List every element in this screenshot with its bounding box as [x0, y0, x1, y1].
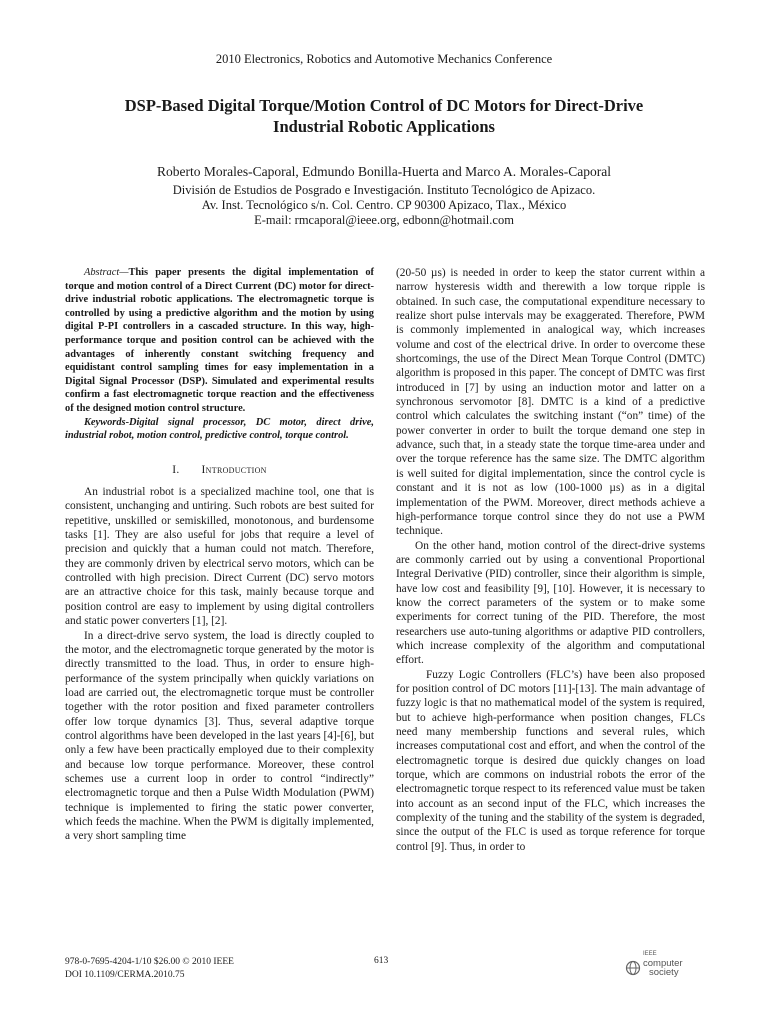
affiliation-email: E-mail: rmcaporal@ieee.org, edbonn@hotmail.com [254, 213, 514, 227]
logo-line-2: computer [643, 958, 683, 969]
affiliation-line-2: Av. Inst. Tecnológico s/n. Col. Centro. CP 90300 Apizaco, Tlax., México [201, 198, 567, 212]
left-paragraph-2: In a direct-drive servo system, the load is directly coupled to the motor, and the electromagnetic torque generated by the motor is directly transmitted to the load. Thus, in order to ensure high-performance of the system principally when quickly variations on load are carried out, the electromagnetic torque must be controller together with the rotor position and fixed parameter controllers offer low torque dynamics [3]. Thus, several adaptive torque control algorithms have been developed in the last years [4]-[6], but only a few have been practically employed due to their complexity and because low torque performance. Moreover, these control schemes use a current loop in order to control “indirectly” electromagnetic torque and then a Pulse Width Modulation (PWM) technique is implemented to firing the static power converter, which feeds the machine. When the PWM is digitally implemented, a very short sampling time [65, 629, 374, 843]
conference-header: 2010 Electronics, Robotics and Automotive Mechanics Conference [215, 52, 553, 66]
paper-title [70, 95, 698, 137]
abstract [65, 266, 374, 416]
right-paragraph-3: Fuzzy Logic Controllers (FLC’s) have been also proposed for position control of DC motors [11]-[13]. The main advantage of fuzzy logic is that no mathematical model of the system is required, but to achieve high-performance when position changes, FLCs need many membership functions and several rules, which increases computational cost and effort, and when the control of the electromagnetic torque is desired due quickly changes on load torque, which are commons on industrial robots the error of the electromagnetic torque respect to its referenced value must be taken into account as an second input of the FLC, which increases the complexity of the tuning and the stability of the system is degraded, since the output of the FLC is used as torque reference for torque control [9]. Thus, in order to [396, 668, 705, 853]
title-line-2: Industrial Robotic Applications [273, 117, 495, 136]
abstract-body: This paper presents the digital implementation of torque and motion control of a Direct Current (DC) motor for direct-drive industrial robotic applications. The electromagnetic torque is controlled by using a predictive algorithm and the motion by using digital P-PI controllers in a cascaded structure. In this way, high-performance torque and position control can be achieved with the advantages of inherently constant switching frequency and equidistant control sampling times for easy implementation in a Digital Signal Processor (DSP). Simulated and experimental results confirm a fast electromagnetic torque reaction and the effectiveness of the designed motion control structure. [65, 267, 374, 414]
footer-publication-info [65, 956, 234, 982]
page-number: 613 [374, 956, 389, 966]
ieee-computer-society-logo-icon [625, 950, 705, 984]
keywords: Keywords-Digital signal processor, DC motor, direct drive, industrial robot, motion control, predictive control, torque control. [65, 416, 374, 442]
section-number: I. [172, 463, 180, 476]
abstract-lead: Abstract— [84, 267, 129, 278]
affiliation [0, 183, 768, 228]
footer-doi: DOI 10.1109/CERMA.2010.75 [65, 970, 185, 980]
section-title: Introduction [201, 463, 267, 476]
left-column [65, 266, 374, 844]
section-heading [65, 463, 374, 477]
logo-line-3: society [649, 967, 679, 978]
logo-line-1: IEEE [643, 951, 657, 957]
right-paragraph-1: (20-50 µs) is needed in order to keep the stator current within a narrow hysteresis width and therewith a low torque ripple is obtained. In such case, the computational expenditure necessary to realize short pulse intervals may be exaggerated. Therefore, PWM is commonly implemented in analogical way, which increases volume and cost of the electrical drive. In order to overcome these shortcomings, the use of the Direct Mean Torque Control (DMTC) algorithm is proposed in this paper. The concept of DMTC was first introduced in [7] by using an induction motor and latter on a synchronous servomotor [8]. DMTC is a kind of a predictive control which calculates the switching instant (“on” time) of the power converter in order to built the torque demand one step in advance, such that, in a steady state the torque time-area under and over the torque reference has the same size. The DMTC algorithm is well suited for digital implementation, since the control cycle is constant and it is not as low (100-1000 µs) as in a digital implementation of the PWM. Moreover, direct methods achieve a high-performance torque control since they do not use a PWM technique. [396, 267, 705, 538]
affiliation-line-1: División de Estudios de Posgrado e Investigación. Instituto Tecnológico de Apizaco. [172, 183, 596, 197]
title-line-1: DSP-Based Digital Torque/Motion Control of DC Motors for Direct-Drive [124, 96, 644, 115]
right-column [396, 266, 705, 854]
logo-text [643, 950, 683, 977]
globe-icon [625, 960, 641, 976]
footer-isbn: 978-0-7695-4204-1/10 $26.00 © 2010 IEEE [65, 957, 234, 967]
authors: Roberto Morales-Caporal, Edmundo Bonilla-Huerta and Marco A. Morales-Caporal [156, 164, 611, 179]
left-paragraph-1: An industrial robot is a specialized machine tool, one that is consistent, unchanging and untiring. Such robots are best suited for repetitive, unskilled or semiskilled, monotonous, and burdensome tasks [1]. They are also useful for jobs that require a level of precision and quickly that a human could not match. Therefore, they are commonly driven by electrical servo motors, which can be controlled with high precision. Direct Current (DC) servo motors are an attractive choice for this task, mainly because torque and position control are easy to implement by using digital controllers and static power converters [1], [2]. [65, 486, 374, 628]
right-paragraph-2: On the other hand, motion control of the direct-drive systems are commonly carried out by using a conventional Proportional Integral Derivative (PID) controller, since their algorithm is simple, have low cost and feasibility [9], [10]. However, it is necessary to know the correct parameters of the system or to make some experiments for correct tuning of the PID. Therefore, the most researchers use auto-tuning algorithms or adaptive PID controllers, which increase complexity of the algorithm and computational effort. [396, 539, 705, 667]
